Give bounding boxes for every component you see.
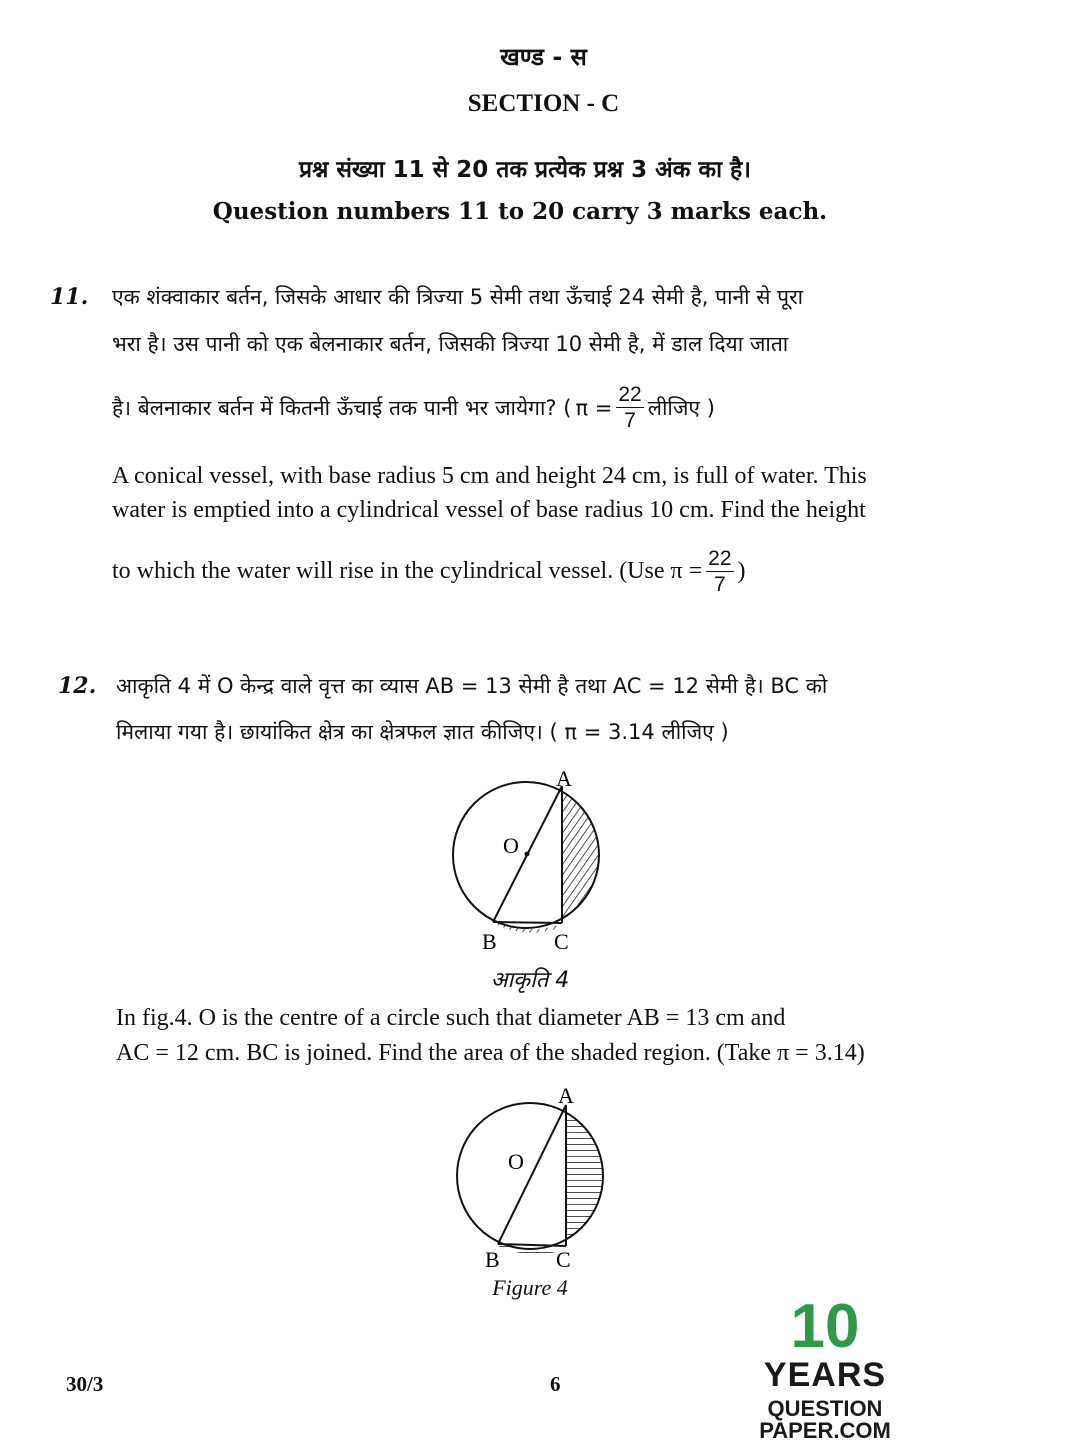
q11-english-line3-end: ) (737, 558, 746, 584)
q11-hindi-line2: भरा है। उस पानी को एक बेलनाकार बर्तन, जिसकी त्रिज्या 10 सेमी है, में डाल दिया जाता (112, 332, 789, 356)
q12-english-line2: AC = 12 cm. BC is joined. Find the area of the shaded region. (Take π = 3.14) (116, 1040, 865, 1066)
label-o: O (503, 833, 519, 858)
instruction-english: Question numbers 11 to 20 carry 3 marks each. (212, 198, 828, 225)
q11-english-line3-text: to which the water will rise in the cylindrical vessel. (Use π = (112, 558, 703, 584)
fraction-denominator: 7 (713, 573, 726, 596)
section-title-english: SECTION - C (467, 90, 620, 117)
q11-english-line3 (112, 548, 746, 595)
fraction-numerator: 22 (618, 383, 642, 406)
q12-english-line1: In fig.4. O is the centre of a circle such that diameter AB = 13 cm and (116, 1005, 786, 1031)
section-title-hindi: खण्ड - स (500, 43, 587, 71)
fraction-denominator: 7 (624, 409, 636, 432)
label-b: B (482, 929, 497, 954)
label-a: A (558, 1083, 574, 1108)
q12-hindi-line2: मिलाया गया है। छायांकित क्षेत्र का क्षेत्रफल ज्ञात कीजिए। ( π = 3.14 लीजिए ) (116, 720, 729, 744)
chord-bc (493, 922, 562, 923)
q11-english-fraction (706, 548, 733, 595)
label-c: C (556, 1247, 571, 1272)
q11-hindi-line1: एक शंक्वाकार बर्तन, जिसके आधार की त्रिज्या 5 सेमी तथा ऊँचाई 24 सेमी है, पानी से पूरा (112, 285, 804, 309)
diameter-ab (498, 1105, 566, 1244)
q11-hindi-line3-end: लीजिए ) (647, 395, 715, 420)
instruction-hindi: प्रश्न संख्या 11 से 20 तक प्रत्येक प्रश्न 3 अंक का है। (299, 157, 751, 183)
q11-hindi-fraction (616, 384, 643, 431)
q11-hindi-line3 (112, 384, 715, 431)
q11-hindi-pi: π = (575, 395, 613, 420)
figure-4-hindi (430, 760, 630, 960)
figure-4-english (432, 1078, 632, 1278)
watermark-logo (700, 1292, 950, 1443)
watermark-years: YEARS (763, 1356, 887, 1394)
shaded-region-right (562, 786, 612, 926)
label-o: O (508, 1149, 524, 1174)
question-number-11: 11. (50, 284, 89, 310)
figure-caption-english: Figure 4 (492, 1275, 568, 1300)
figure-caption-hindi: आकृति 4 (490, 968, 570, 993)
watermark-number: 10 (790, 1292, 860, 1361)
q12-hindi-line1: आकृति 4 में O केन्द्र वाले वृत्त का व्यास AB = 13 सेमी है तथा AC = 12 सेमी है। BC को (116, 674, 828, 698)
question-number-12: 12. (58, 673, 97, 699)
page-number: 6 (550, 1372, 561, 1396)
q11-hindi-line3-text: है। बेलनाकार बर्तन में कितनी ऊँचाई तक पानी भर जायेगा? ( (112, 395, 572, 420)
label-c: C (554, 929, 569, 954)
watermark-site: QUESTION PAPER.COM (759, 1396, 891, 1443)
label-b: B (485, 1247, 500, 1272)
fraction-numerator: 22 (708, 547, 732, 570)
label-a: A (556, 766, 572, 791)
q11-english-line1: A conical vessel, with base radius 5 cm and height 24 cm, is full of water. This (112, 463, 867, 489)
paper-code: 30/3 (66, 1372, 104, 1396)
centre-point (525, 852, 530, 857)
shaded-region-right (566, 1103, 616, 1248)
q11-english-line2: water is emptied into a cylindrical vessel of base radius 10 cm. Find the height (112, 497, 866, 523)
